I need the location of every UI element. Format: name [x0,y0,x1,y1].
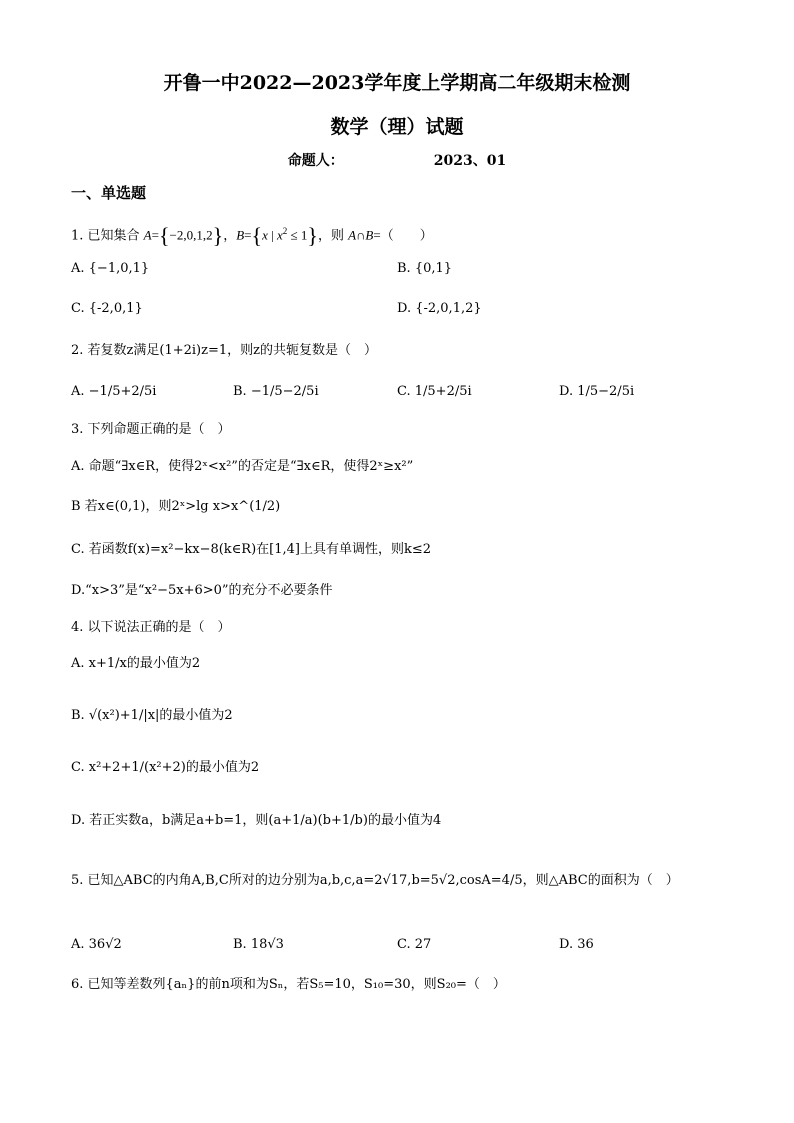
exam-subtitle: 数学（理）试题 [330,116,464,138]
exam-date: 2023、01 [433,153,507,169]
question-4-option-b: B. √(x²)+1/|x|的最小值为2 [71,708,233,723]
question-1-option-a: A. {−1,0,1} [71,261,150,276]
exam-title: 开鲁一中2022—2023学年度上学期高二年级期末检测 [163,72,631,94]
question-4-option-c: C. x²+2+1/(x²+2)的最小值为2 [71,760,260,775]
question-2-stem: 2. 若复数z满足(1+2i)z=1，则z的共轭复数是（ ） [71,343,377,358]
question-1-option-b: B. {0,1} [397,261,453,276]
question-3-option-a: A. 命题“∃x∈R，使得2ˣ<x²”的否定是“∃x∈R，使得2ˣ≥x²” [71,459,414,474]
question-3-stem: 3. 下列命题正确的是（ ） [71,422,231,437]
question-2-option-b: B. −1/5−2/5i [233,384,319,399]
exam-meta [0,150,794,170]
question-6-stem: 6. 已知等差数列{aₙ}的前n项和为Sₙ，若S₅=10，S₁₀=30，则S₂₀=（ ） [71,977,506,992]
question-1-stem: 1. 已知集合 A={−2,0,1,2}，B={x | $x^2 \le 1$}，则 A∩B=（ ） [71,222,433,248]
question-2-option-a: A. −1/5+2/5i [71,384,157,399]
section-title: 一、单选题 [71,184,147,202]
question-2-option-c: C. 1/5+2/5i [397,384,472,399]
question-1-option-c: C. {-2,0,1} [71,301,143,316]
question-5-option-b: B. 18√3 [233,937,284,952]
question-4-option-a: A. x+1/x的最小值为2 [71,656,201,671]
question-4-stem: 4. 以下说法正确的是（ ） [71,620,231,635]
question-3-option-b: B 若x∈(0,1)，则2ˣ>lg x>x^(1/2) [71,499,281,514]
question-5-option-d: D. 36 [559,937,594,952]
question-3-option-c: C. 若函数f(x)=x²−kx−8(k∈R)在[1,4]上具有单调性，则k≤2 [71,542,432,557]
question-1-option-d: D. {-2,0,1,2} [397,301,482,316]
question-5-option-c: C. 27 [397,937,432,952]
question-5-option-a: A. 36√2 [71,937,122,952]
question-5-stem: 5. 已知△ABC的内角A,B,C所对的边分别为a,b,c,a=2√17,b=5√2,cosA=4/5，则△ABC的面积为（ ） [71,873,679,888]
question-3-option-d: D.“x>3”是“x²−5x+6>0”的充分不必要条件 [71,583,333,598]
question-4-option-d: D. 若正实数a，b满足a+b=1，则(a+1/a)(b+1/b)的最小值为4 [71,813,442,828]
question-2-option-d: D. 1/5−2/5i [559,384,635,399]
author-label: 命题人： [287,153,344,169]
